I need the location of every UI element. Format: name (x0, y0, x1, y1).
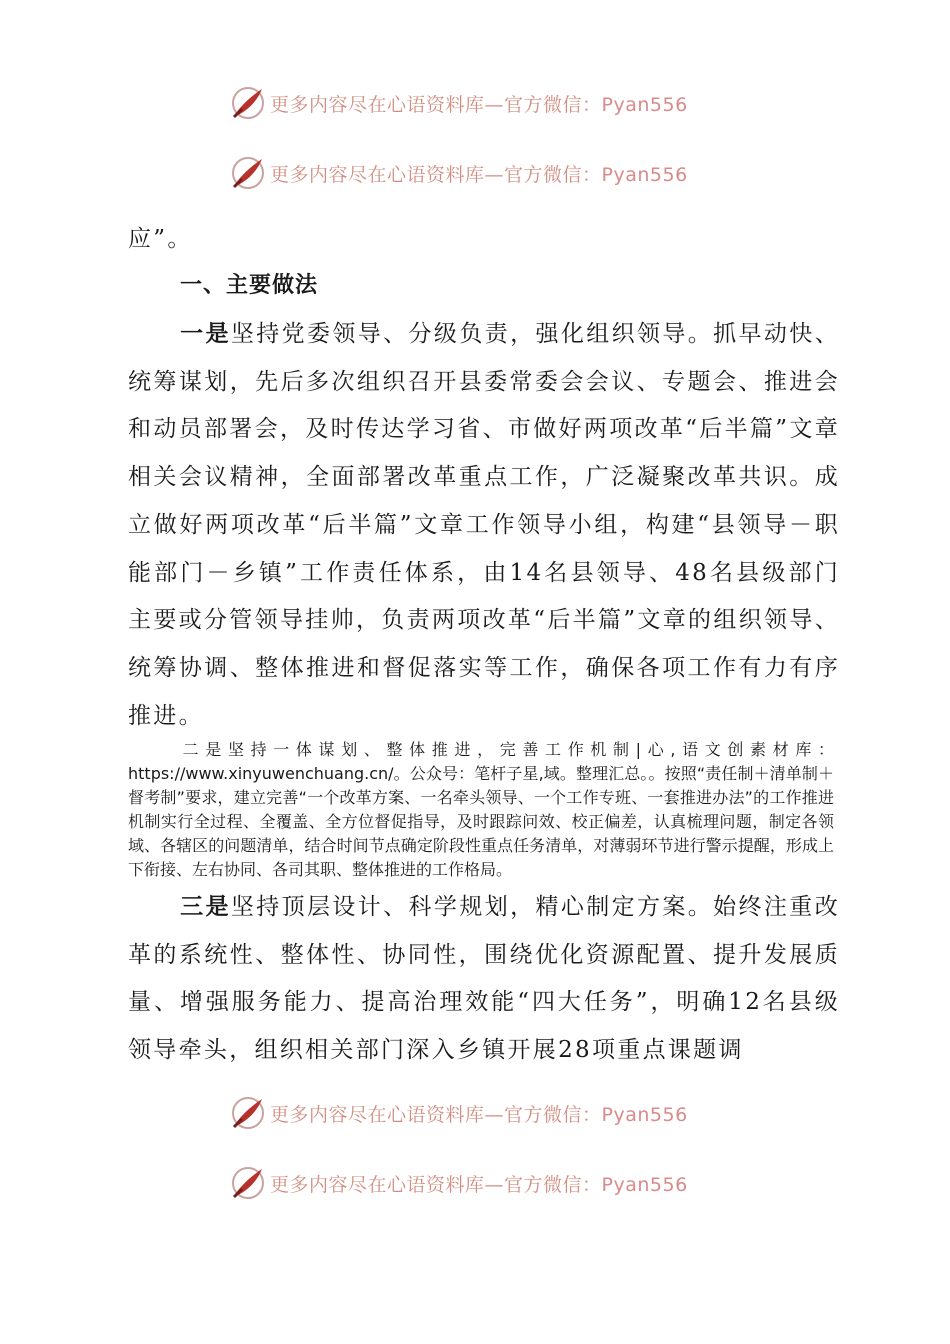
banner-text: 更多内容尽在心语资料库—官方微信：Pyan556 (270, 163, 688, 186)
banner-text: 更多内容尽在心语资料库—官方微信：Pyan556 (270, 1173, 688, 1196)
paragraph-lead: 一是 (180, 321, 231, 347)
pen-nib-logo-icon (228, 153, 268, 193)
banner-text: 更多内容尽在心语资料库—官方微信：Pyan556 (270, 93, 688, 116)
wechat-id: Pyan556 (601, 93, 688, 116)
paragraph-one (128, 311, 840, 740)
paragraph-body: 二是坚持一体谋划、整体推进，完善工作机制|心,语文创素材库：https://www.xinyuwenchuang.cn/。公众号：笔杆子星,域。整理汇总。。按照“责任制＋清单制＋督考制”要求，建立完善“一个改革方案、一名牵头领导、一个工作专班、一套推进办法”的工作推进机制实行全过程、全覆盖、全方位督促指导，及时跟踪问效、校正偏差，认真梳理问题，制定各领域、各辖区的问题清单，结合时间节点确定阶段性重点任务清单，对薄弱环节进行警示提醒，形成上下衔接、左右协同、各司其职、整体推进的工作格局。 (128, 740, 834, 879)
pen-nib-logo-icon (228, 1163, 268, 1203)
pen-nib-logo-icon (228, 1093, 268, 1133)
wechat-id: Pyan556 (601, 1103, 688, 1126)
paragraph-three (128, 884, 840, 1075)
wechat-id: Pyan556 (601, 1173, 688, 1196)
paragraph-body: 坚持顶层设计、科学规划，精心制定方案。始终注重改革的系统性、整体性、协同性，围绕优化资源配置、提升发展质量、增强服务能力、提高治理效能“四大任务”，明确12名县级领导牵头，组织相关部门深入乡镇开展28项重点课题调 (128, 894, 840, 1064)
top-banner-1 (228, 83, 728, 123)
bottom-banner-1 (228, 1093, 728, 1133)
top-banner-2 (228, 153, 728, 193)
section-heading: 一、主要做法 (180, 273, 319, 298)
bottom-banner-2 (228, 1163, 728, 1203)
paragraph-continuation: 应”。 (128, 226, 193, 252)
pen-nib-logo-icon (228, 83, 268, 123)
banner-text: 更多内容尽在心语资料库—官方微信：Pyan556 (270, 1103, 688, 1126)
paragraph-body: 坚持党委领导、分级负责，强化组织领导。抓早动快、统筹谋划，先后多次组织召开县委常委会会议、专题会、推进会和动员部署会，及时传达学习省、市做好两项改革“后半篇”文章相关会议精神，全面部署改革重点工作，广泛凝聚改革共识。成立做好两项改革“后半篇”文章工作领导小组，构建“县领导－职能部门－乡镇”工作责任体系，由14名县领导、48名县级部门主要或分管领导挂帅，负责两项改革“后半篇”文章的组织领导、统筹协调、整体推进和督促落实等工作，确保各项工作有力有序推进。 (128, 321, 840, 729)
paragraph-lead: 三是 (180, 894, 231, 920)
paragraph-two (128, 738, 834, 882)
wechat-id: Pyan556 (601, 163, 688, 186)
